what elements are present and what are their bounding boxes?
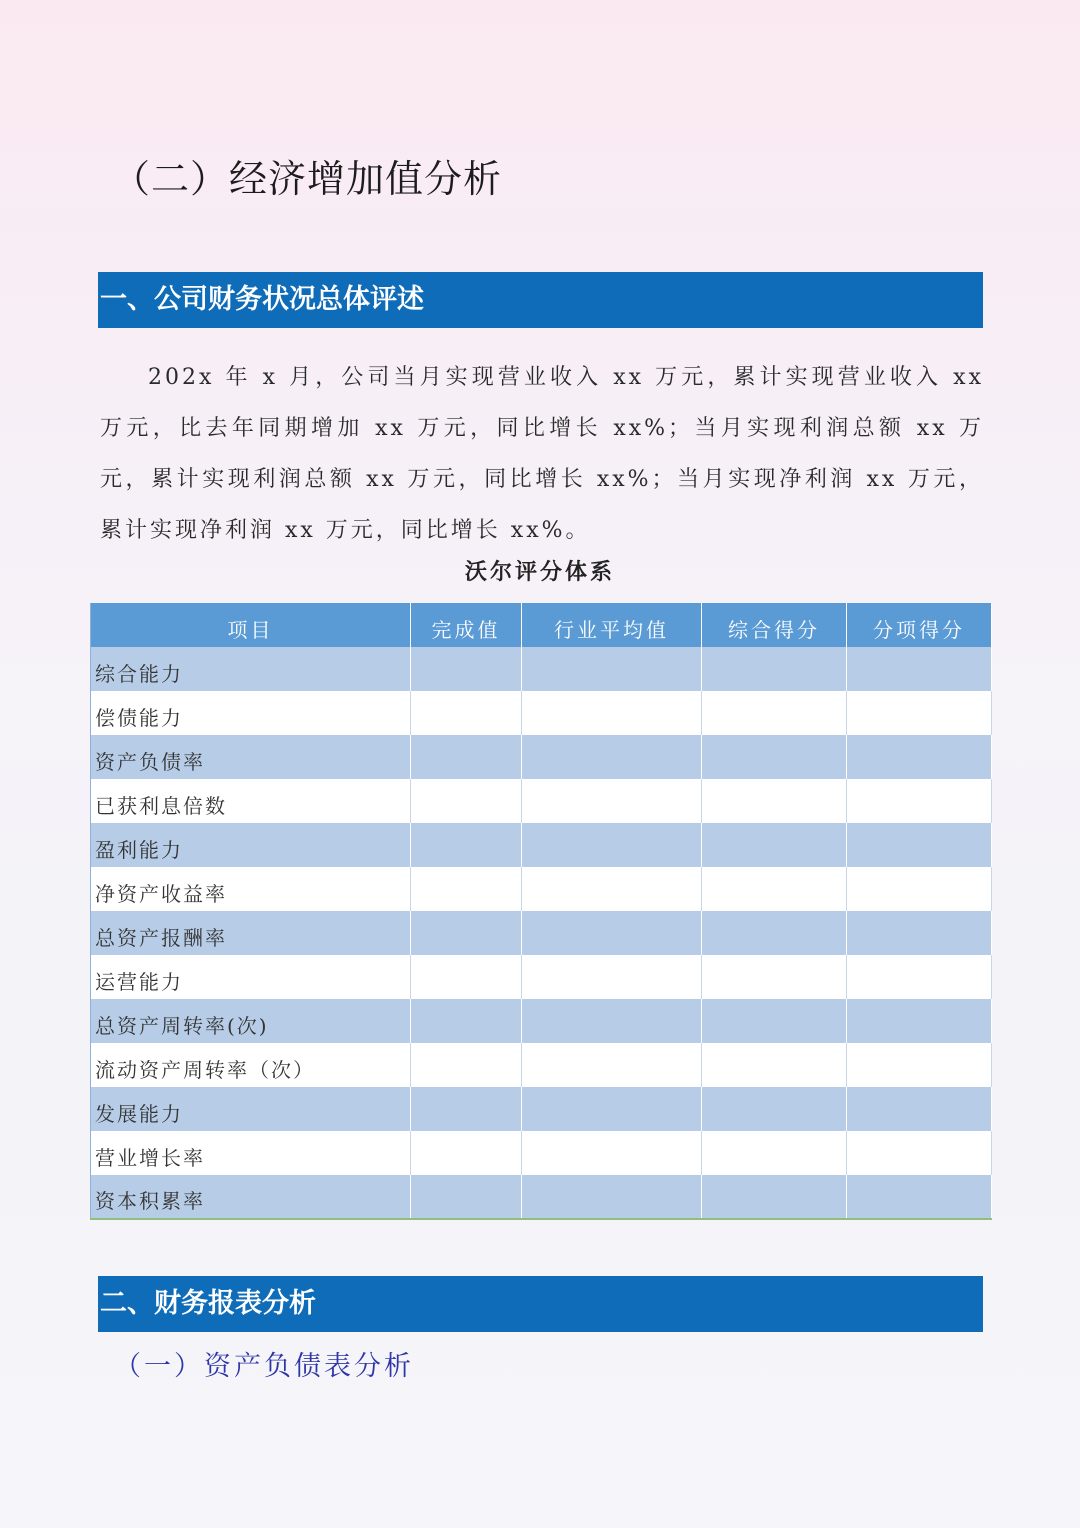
table-cell [702,955,847,999]
table-caption: 沃尔评分体系 [464,559,615,585]
table-cell [522,1043,702,1087]
row-label-cell: 偿债能力 [91,691,411,735]
table-cell [847,911,992,955]
row-label-cell: 总资产报酬率 [91,911,411,955]
table-row [91,1131,992,1175]
table-cell [411,1175,522,1219]
table-cell [702,823,847,867]
table-cell [411,999,522,1043]
table-cell [522,779,702,823]
table-cell [411,1087,522,1131]
row-label-cell: 总资产周转率(次) [91,999,411,1043]
row-label-cell: 盈利能力 [91,823,411,867]
section-heading-overview: 一、公司财务状况总体评述 [98,272,983,328]
table-cell [522,691,702,735]
table-cell [522,955,702,999]
row-label-cell: 运营能力 [91,955,411,999]
page-title: （二）经济增加值分析 [112,157,503,201]
table-row [91,647,992,691]
table-row [91,691,992,735]
table-cell [702,1043,847,1087]
table-cell [522,1175,702,1219]
table-cell [847,823,992,867]
row-label-cell: 发展能力 [91,1087,411,1131]
row-label-cell: 综合能力 [91,647,411,691]
table-cell [847,1131,992,1175]
table-cell [702,647,847,691]
table-cell [847,999,992,1043]
table-cell [702,691,847,735]
table-row [91,779,992,823]
subheading-balance-sheet: （一）资产负债表分析 [114,1351,414,1382]
table-cell [522,823,702,867]
table-cell [702,999,847,1043]
table-cell [411,735,522,779]
table-cell [847,647,992,691]
table-row [91,1043,992,1087]
table-cell [411,823,522,867]
table-cell [847,779,992,823]
table-row [91,999,992,1043]
table-cell [411,867,522,911]
table-row [91,1087,992,1131]
table-cell [522,999,702,1043]
table-cell [522,1131,702,1175]
section-heading-statements: 二、财务报表分析 [98,1276,983,1332]
wall-scoring-table [90,603,992,1220]
table-cell [847,1175,992,1219]
table-cell [847,1043,992,1087]
overview-paragraph: 202x 年 x 月，公司当月实现营业收入 xx 万元，累计实现营业收入 xx 万元，比去年同期增加 xx 万元，同比增长 xx%；当月实现利润总额 xx 万元，累计实现利润总额 xx 万元，同比增长 xx%；当月实现净利润 xx 万元，累计实现净利润 xx 万元，同比增长 xx%。 [100,365,984,543]
row-label-cell: 已获利息倍数 [91,779,411,823]
table-cell [702,911,847,955]
table-cell [847,735,992,779]
table-cell [847,867,992,911]
row-label-cell: 流动资产周转率（次） [91,1043,411,1087]
table-cell [411,955,522,999]
table-cell [411,911,522,955]
table-cell [702,1087,847,1131]
table-row [91,955,992,999]
table-cell [411,1043,522,1087]
table-cell [522,867,702,911]
table-cell [411,779,522,823]
row-label-cell: 净资产收益率 [91,867,411,911]
table-cell [847,955,992,999]
table-row [91,1175,992,1219]
table-cell [702,735,847,779]
table-cell [522,735,702,779]
table-cell [411,647,522,691]
table-row [91,823,992,867]
header-composite-score: 综合得分 [702,603,847,647]
table-cell [411,691,522,735]
table-header-row [91,603,992,647]
table-cell [847,691,992,735]
table-cell [522,911,702,955]
table-row [91,911,992,955]
table-cell [522,647,702,691]
table-row [91,867,992,911]
header-item-score: 分项得分 [847,603,992,647]
table-cell [847,1087,992,1131]
table-cell [522,1087,702,1131]
table-cell [702,1131,847,1175]
table-row [91,735,992,779]
table-cell [702,1175,847,1219]
header-industry-average: 行业平均值 [522,603,702,647]
header-actual: 完成值 [411,603,522,647]
table-cell [702,867,847,911]
table-cell [411,1131,522,1175]
header-item: 项目 [91,603,411,647]
row-label-cell: 营业增长率 [91,1131,411,1175]
table-cell [702,779,847,823]
row-label-cell: 资本积累率 [91,1175,411,1219]
row-label-cell: 资产负债率 [91,735,411,779]
